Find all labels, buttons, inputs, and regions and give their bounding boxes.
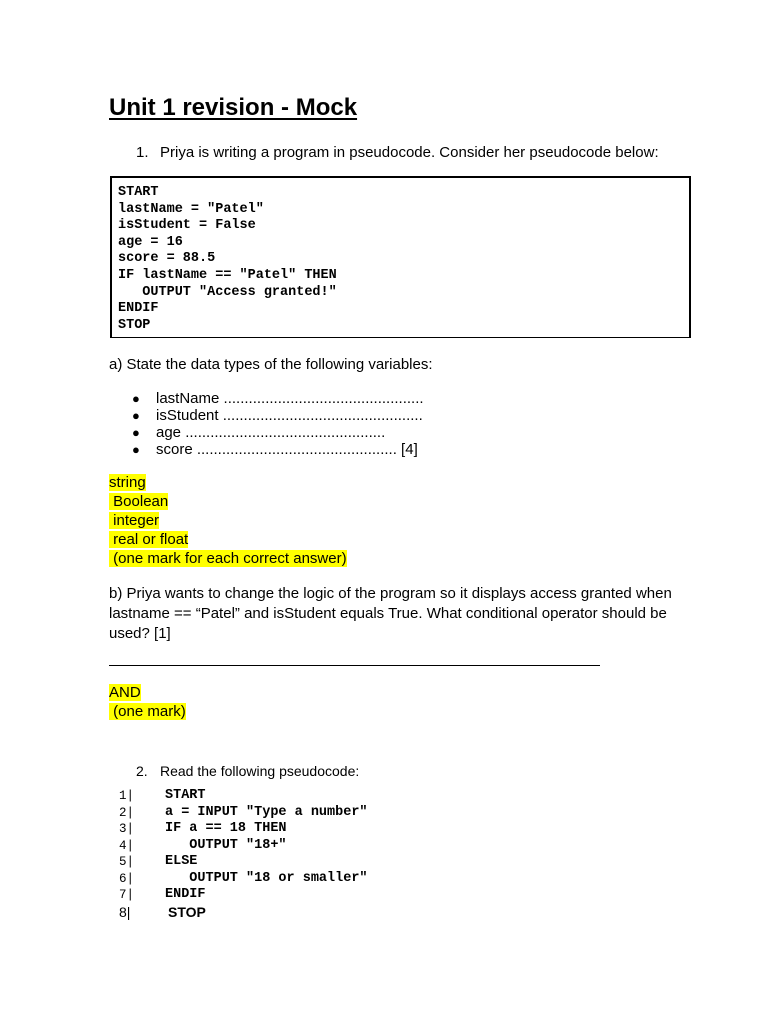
code-line: IF lastName == "Patel" THEN [118,267,337,283]
code-text: OUTPUT "18 or smaller" [165,870,368,886]
line-number: 7| [119,888,135,902]
line-number: 8| [119,903,131,920]
code-text: OUTPUT "18+" [165,837,287,853]
code-text: ENDIF [165,887,206,902]
code-line: score = 88.5 [118,251,216,267]
page-title: Unit 1 revision - Mock [109,94,358,121]
code-text: IF a == 18 THEN [165,821,287,836]
pseudocode-box-1 [110,176,691,338]
list-item-text: lastName ................................................ [156,390,424,407]
answer-text: AND [109,684,141,701]
list-item [130,441,424,458]
list-item [130,390,424,407]
bullet-icon: ● [132,442,140,457]
question-1 [136,143,659,162]
variable-list [130,390,424,458]
line-number: 5| [119,855,135,869]
code-line: STOP [118,317,151,333]
list-item [130,407,424,424]
code-line: OUTPUT "Access granted!" [118,284,337,300]
list-item-text: isStudent ................................................ [156,407,423,424]
line-number: 4| [119,838,135,853]
part-a-answers [109,473,347,568]
list-item [130,424,424,441]
code-text: START [165,788,206,803]
line-number: 3| [119,822,135,836]
answer-text: (one mark) [109,703,186,720]
code-line: lastName = "Patel" [118,201,264,217]
list-item-text: score ................................................ [4] [156,441,418,458]
part-b-prompt: b) Priya wants to change the logic of the program so it displays access granted when lastname == “Patel” and isStudent equals True. What conditional operator should be used? [1] [109,585,672,642]
list-item-text: age ................................................ [156,424,386,441]
answer-line [109,665,600,666]
code-text: STOP [168,903,206,920]
answer-text: real or float [109,531,189,548]
code-line: ENDIF [118,301,159,317]
part-a-prompt: a) State the data types of the following variables: [109,356,433,373]
bullet-icon: ● [132,391,140,406]
bullet-icon: ● [132,408,140,423]
part-b-answers [109,683,186,721]
code-text: a = INPUT "Type a number" [165,804,368,820]
code-line: isStudent = False [118,218,256,234]
answer-text: integer [109,512,160,529]
question-1-text: Priya is writing a program in pseudocode. Consider her pseudocode below: [160,144,659,161]
line-number: 1| [119,789,135,803]
code-line: age = 16 [118,234,183,250]
line-number: 6| [119,871,135,886]
question-2-number: 2. [136,763,148,779]
question-1-number: 1. [136,144,149,161]
question-2-text: Read the following pseudocode: [160,763,360,779]
bullet-icon: ● [132,425,140,440]
answer-text: string [109,474,146,491]
line-number: 2| [119,805,135,820]
code-line: START [118,185,159,200]
answer-text: (one mark for each correct answer) [109,550,347,567]
question-2 [136,762,359,780]
answer-text: Boolean [109,493,169,510]
code-text: ELSE [165,854,198,869]
